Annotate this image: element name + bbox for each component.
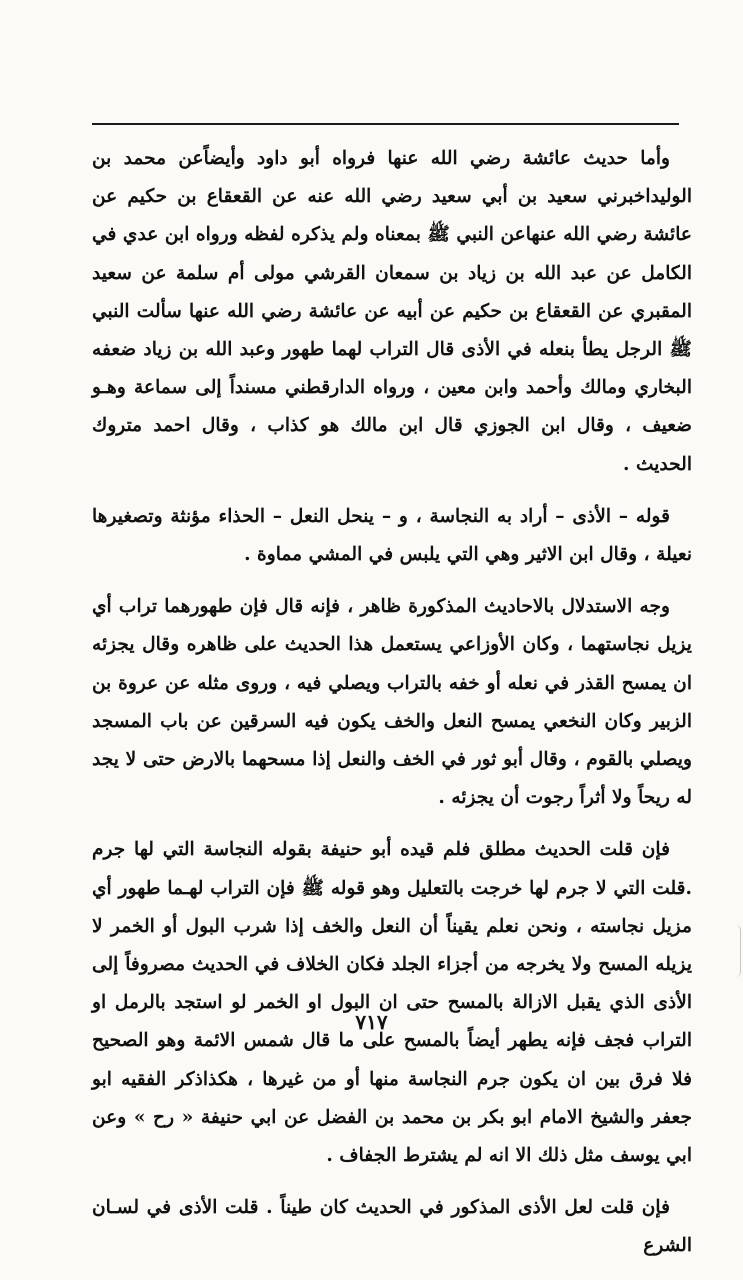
- paragraph-objection-reply: فإن قلت الحديث مطلق فلم قيده أبو حنيفة بقوله النجاسة التي لها جرم .قلت التي لا جرم لها خرجت بالتعليل وهو قوله ﷺ فإن التراب لهـما طهور أي مزيل نجاسته ، ونحن نعلم يقيناً أن النعل والخف إذا شرب البول أو الخمر لا يزيله المسح ولا يخرجه من أجزاء الجلد فكان الخلاف في الحديث مصروفاً إلى الأذى الذي يقبل الازالة بالمسح حتى ان البول او الخمر لو استجد بالرمل او التراب فجف فإنه يطهر أيضاً بالمسح على ما قال شمس الائمة وهو الصحيح فلا فرق بين ان يكون جرم النجاسة منها أو من غيرها ، هكذاذكر الفقيه ابو جعفر والشيخ الامام ابو بكر بن محمد بن الفضل عن ابي حنيفة « رح » وعن ابي يوسف مثل ذلك الا انه لم يشترط الجفاف .: [92, 839, 692, 1167]
- paragraph-continuation: فإن قلت لعل الأذى المذكور في الحديث كان طيناً . قلت الأذى في لسـان الشرع: [92, 1197, 692, 1257]
- paragraph-hadith-aisha: وأما حديث عائشة رضي الله عنها فرواه أبو داود وأيضاًعن محمد بن الوليداخبرني سعيد بن أبي سعيد رضي الله عنه عن القعقاع بن حكيم عن عائشة رضي الله عنهاعن النبي ﷺ بمعناه ولم يذكره لفظه ورواه ابن عدي في الكامل عن عبد الله بن زياد بن سمعان القرشي مولى أم سلمة عن سعيد المقبري عن القعقاع بن حكيم عن أبيه عن عائشة رضي الله عنها سألت النبي ﷺ الرجل يطأ بنعله في الأذى قال التراب لهما طهور وعبد الله بن زياد ضعفه البخاري ومالك وأحمد وابن معين ، ورواه الدارقطني مسنداً إلى سماعة وهـو ضعيف ، وقال ابن الجوزي قال ابن مالك هو كذاب ، وقال احمد متروك الحديث .: [92, 148, 692, 475]
- body-text: [92, 140, 692, 1280]
- paragraph-inference: وجه الاستدلال بالاحاديث المذكورة ظاهر ، فإنه قال فإن طهورهما تراب أي يزيل نجاستهما ، وكان الأوزاعي يستعمل هذا الحديث على ظاهره وقال يجزئه ان يمسح القذر في نعله أو خفه بالتراب ويصلي فيه ، وروى مثله عن عروة بن الزبير وكان النخعي يمسح النعل والخف يكون فيه السرقين عن باب المسجد ويصلي بالقوم ، وقال أبو ثور في الخف والنعل إذا مسحهما بالارض حتى لا يجد له ريحاً ولا أثراً رجوت أن يجزئه .: [92, 596, 692, 809]
- page-edge-mark: [736, 925, 741, 977]
- header-rule: [92, 123, 679, 125]
- paragraph-word-definitions: قوله – الأذى – أراد به النجاسة ، و – ينحل النعل – الحذاء مؤنثة وتصغيرها نعيلة ، وقال ابن الاثير وهي التي يلبس في المشي مماوة .: [92, 505, 692, 566]
- page-number: ٧١٧: [355, 1010, 388, 1034]
